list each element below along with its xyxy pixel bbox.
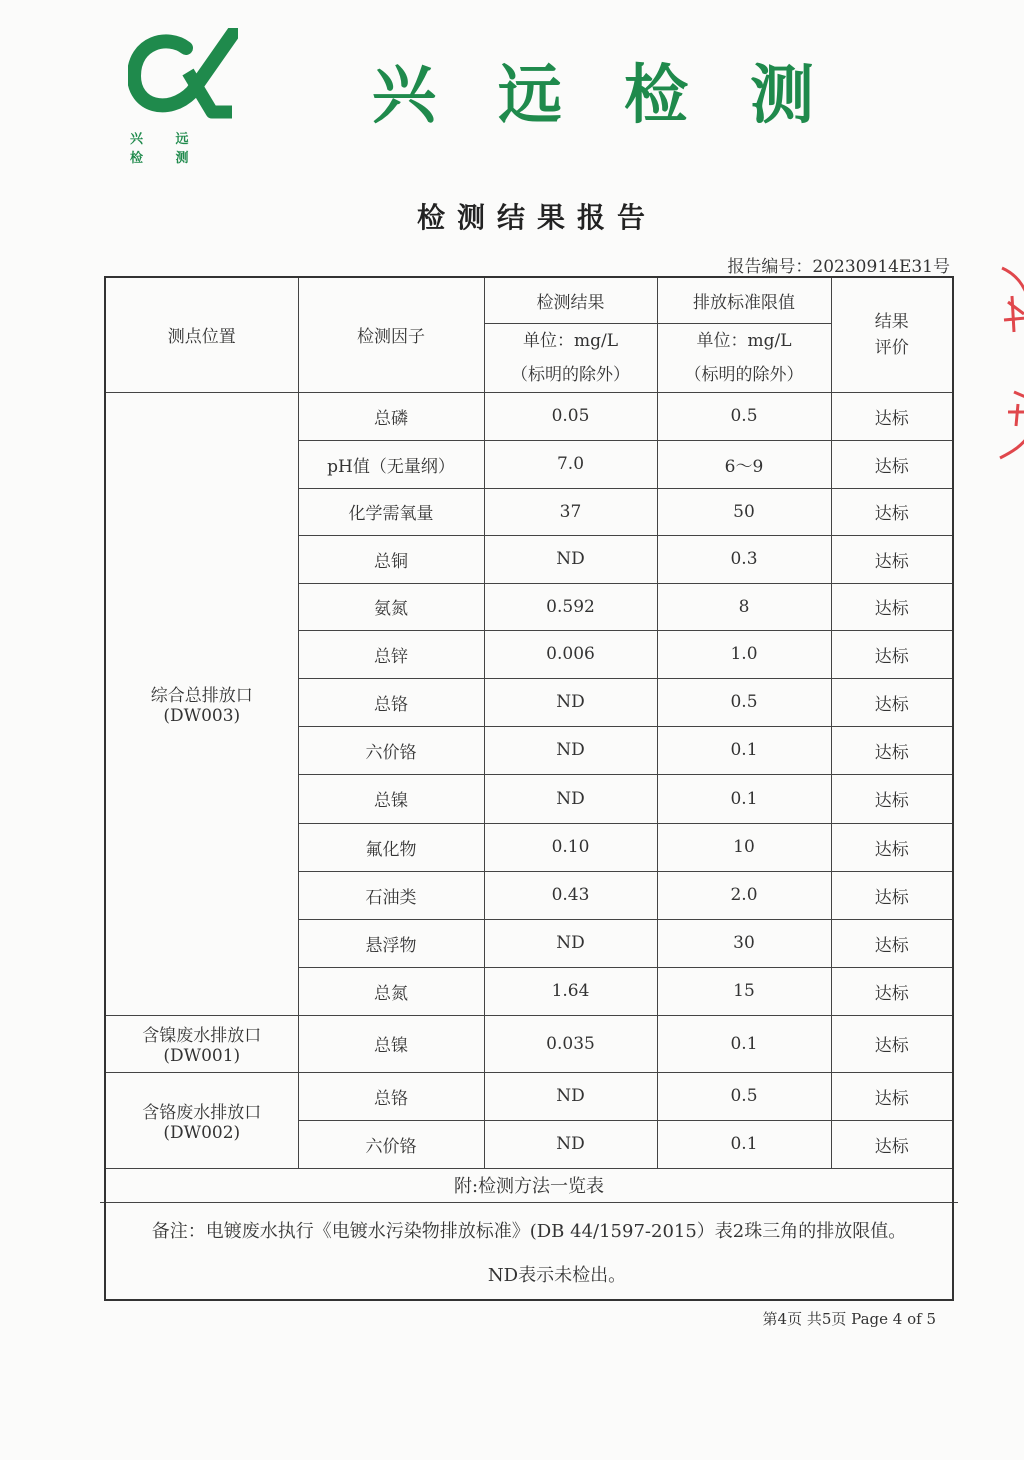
header-result-unit-note: （标明的除外）: [511, 364, 630, 385]
header-eval: [831, 277, 953, 392]
page-footer: 第4页 共5页 Page 4 of 5: [762, 1310, 936, 1328]
limit-cell: 50: [657, 488, 831, 535]
limit-cell: 1.0: [657, 630, 831, 678]
appendix-note: 附:检测方法一览表: [100, 1168, 958, 1203]
header-eval-label: 结果评价: [874, 311, 909, 358]
eval-cell: 达标: [831, 1015, 953, 1072]
header-location: 测点位置: [105, 277, 298, 392]
location-name: 含铬废水排放口: [142, 1102, 262, 1123]
logo-caption: 兴 远 检 测: [130, 132, 203, 166]
factor-cell: 氟化物: [298, 823, 484, 871]
header-limit-unit-note: （标明的除外）: [684, 364, 804, 385]
result-cell: 0.006: [484, 630, 657, 678]
factor-cell: 总镍: [298, 1015, 484, 1072]
limit-cell: 15: [657, 967, 831, 1015]
limit-cell: 30: [657, 919, 831, 967]
factor-cell: 总锌: [298, 630, 484, 678]
header-result-unit: [484, 323, 657, 392]
location-code: (DW003): [163, 706, 241, 726]
result-cell: ND: [484, 774, 657, 823]
result-cell: 0.10: [484, 823, 657, 871]
result-cell: ND: [484, 919, 657, 967]
brand-title: 兴远检测: [372, 58, 876, 133]
report-title: 检测结果报告: [416, 201, 657, 234]
notes-cell: [105, 1168, 953, 1300]
limit-cell: 0.1: [657, 774, 831, 823]
result-cell: ND: [484, 1120, 657, 1168]
factor-cell: 总氮: [298, 967, 484, 1015]
eval-cell: 达标: [831, 678, 953, 726]
table-row: [105, 1015, 953, 1072]
remark-note: 备注：电镀废水执行《电镀水污染物排放标准》(DB 44/1597-2015）表2珠三角的排放限值。: [151, 1221, 907, 1243]
factor-cell: 石油类: [298, 871, 484, 919]
table-row: [105, 1072, 953, 1120]
factor-cell: 总铜: [298, 535, 484, 583]
header-limit-unit-line: 单位：mg/L: [696, 330, 792, 351]
factor-cell: 氨氮: [298, 583, 484, 630]
header-limit: 排放标准限值: [657, 277, 831, 323]
eval-cell: 达标: [831, 919, 953, 967]
eval-cell: 达标: [831, 823, 953, 871]
location-code: (DW001): [163, 1046, 241, 1066]
result-cell: 0.035: [484, 1015, 657, 1072]
eval-cell: 达标: [831, 488, 953, 535]
result-cell: 0.05: [484, 392, 657, 440]
factor-cell: 六价铬: [298, 1120, 484, 1168]
eval-cell: 达标: [831, 726, 953, 774]
limit-cell: 2.0: [657, 871, 831, 919]
limit-cell: 0.5: [657, 678, 831, 726]
eval-cell: 达标: [831, 440, 953, 488]
location-cell: [105, 1072, 298, 1168]
limit-cell: 6～9: [657, 440, 831, 488]
location-cell: [105, 392, 298, 1015]
eval-cell: 达标: [831, 1072, 953, 1120]
red-seal-stamp-icon: [994, 262, 1024, 462]
header-result-unit-line: 单位：mg/L: [522, 330, 619, 351]
limit-cell: 0.3: [657, 535, 831, 583]
result-cell: ND: [484, 535, 657, 583]
result-cell: 7.0: [484, 440, 657, 488]
nd-note: ND表示未检出。: [487, 1265, 627, 1287]
result-cell: 37: [484, 488, 657, 535]
limit-cell: 8: [657, 583, 831, 630]
header-factor: 检测因子: [298, 277, 484, 392]
eval-cell: 达标: [831, 871, 953, 919]
results-table: [104, 276, 954, 1301]
eval-cell: 达标: [831, 1120, 953, 1168]
factor-cell: 悬浮物: [298, 919, 484, 967]
eval-cell: 达标: [831, 774, 953, 823]
location-name: 含镍废水排放口: [142, 1026, 262, 1046]
factor-cell: 化学需氧量: [298, 488, 484, 535]
company-logo-icon: [128, 28, 238, 120]
eval-cell: 达标: [831, 583, 953, 630]
limit-cell: 0.1: [657, 726, 831, 774]
result-cell: 1.64: [484, 967, 657, 1015]
factor-cell: pH值（无量纲）: [298, 440, 484, 488]
result-cell: 0.592: [484, 583, 657, 630]
eval-cell: 达标: [831, 967, 953, 1015]
factor-cell: 总磷: [298, 392, 484, 440]
location-name: 综合总排放口: [150, 686, 253, 706]
location-code: (DW002): [163, 1122, 241, 1143]
result-cell: ND: [484, 678, 657, 726]
report-number: 报告编号：20230914E31号: [727, 257, 950, 277]
location-cell: [105, 1015, 298, 1072]
limit-cell: 0.1: [657, 1120, 831, 1168]
limit-cell: 0.5: [657, 392, 831, 440]
limit-cell: 0.1: [657, 1015, 831, 1072]
result-cell: 0.43: [484, 871, 657, 919]
limit-cell: 10: [657, 823, 831, 871]
factor-cell: 总铬: [298, 1072, 484, 1120]
result-cell: ND: [484, 726, 657, 774]
factor-cell: 总镍: [298, 774, 484, 823]
limit-cell: 0.5: [657, 1072, 831, 1120]
eval-cell: 达标: [831, 630, 953, 678]
eval-cell: 达标: [831, 535, 953, 583]
header-limit-unit: [657, 323, 831, 392]
result-cell: ND: [484, 1072, 657, 1120]
header-result: 检测结果: [484, 277, 657, 323]
factor-cell: 六价铬: [298, 726, 484, 774]
table-row: [105, 392, 953, 440]
factor-cell: 总铬: [298, 678, 484, 726]
eval-cell: 达标: [831, 392, 953, 440]
